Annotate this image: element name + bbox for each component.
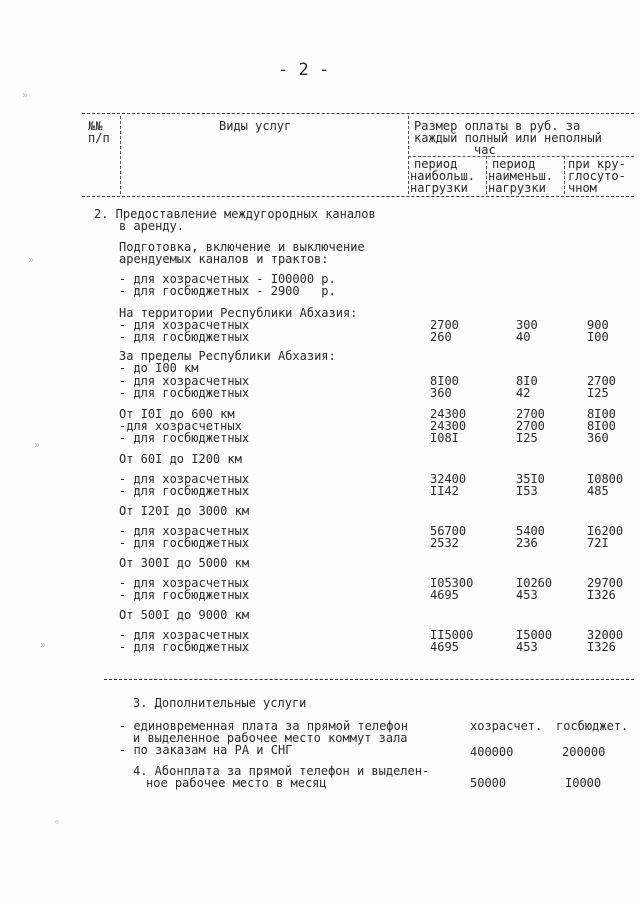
header-top-rule xyxy=(82,113,634,114)
rate-row-peak: II42 xyxy=(430,484,459,498)
header-sub-peak-3: нагрузки xyxy=(410,181,468,195)
header-sub-round-1: при кру- xyxy=(568,157,626,171)
rate-row-label: От I0I до 600 км xyxy=(119,407,235,421)
rate-row-round: 72I xyxy=(587,536,609,550)
rate-row-round: 2700 xyxy=(587,374,616,388)
rate-row-peak: 360 xyxy=(430,386,452,400)
header-sub-round-3: чном xyxy=(568,181,597,195)
rate-row-peak: 4695 xyxy=(430,588,459,602)
rate-row-label: От I20I до 3000 км xyxy=(119,504,250,518)
header-col-rate-3: час xyxy=(474,143,496,157)
section2-beyond: За пределы Республики Абхазия: xyxy=(119,349,336,363)
rate-row-low: I25 xyxy=(516,431,538,445)
section2-title-1: 2. Предоставление междугородных каналов xyxy=(94,207,376,221)
rate-row-label: - для госбюджетных xyxy=(119,536,250,550)
rate-row-label: - для хозрасчетных xyxy=(119,576,250,590)
section2-title-2: в аренду. xyxy=(119,219,185,233)
rate-row-peak: II5000 xyxy=(430,628,474,642)
header-sub-low-1: период xyxy=(492,157,536,171)
rate-row-label: От 300I до 5000 км xyxy=(119,556,250,570)
section3-one-time-1: - единовременная плата за прямой телефон xyxy=(119,719,408,733)
header-bottom-rule xyxy=(82,196,634,197)
rate-row-label: От 60I до I200 км xyxy=(119,452,242,466)
scan-speck: » xyxy=(22,90,29,101)
section3-one-time-2: и выделенное рабочее место коммут зала xyxy=(133,731,408,745)
header-sep-1 xyxy=(120,116,121,194)
rate-row-low: I5000 xyxy=(516,628,553,642)
rate-row-label: - для госбюджетных xyxy=(119,484,250,498)
rate-row-round: I25 xyxy=(587,386,609,400)
rate-row-peak: 8I00 xyxy=(430,374,459,388)
section3-one-time-budget: 200000 xyxy=(562,745,606,759)
section2-prep-budget: - для госбюджетных - 2900 р. xyxy=(119,284,336,298)
header-col-rate-1: Размер оплаты в руб. за xyxy=(414,119,581,133)
scan-speck: » xyxy=(28,255,35,266)
rate-row-round: 360 xyxy=(587,431,609,445)
header-col-rate-2: каждый полный или неполный xyxy=(414,131,602,145)
section2-prep-1: Подготовка, включение и выключение xyxy=(119,240,365,254)
header-col-num-2: п/п xyxy=(88,131,110,145)
rate-row-low: I0260 xyxy=(516,576,553,590)
section3-item4-2: ное рабочее место в месяц xyxy=(146,776,327,790)
rate-row-round: I326 xyxy=(587,588,616,602)
scan-speck: » xyxy=(40,640,47,651)
rate-row-label: - до I00 км xyxy=(119,361,199,375)
table-end-rule xyxy=(104,679,634,680)
section2-territory: На территории Республики Абхазия: xyxy=(119,306,358,320)
rate-row-round: 8I00 xyxy=(587,407,616,421)
rate-row-label: - для хозрасчетных xyxy=(119,628,250,642)
section2-prep-2: арендуемых каналов и трактов: xyxy=(119,252,329,266)
rate-row-label: - для госбюджетных xyxy=(119,640,250,654)
scan-speck: » xyxy=(34,440,41,451)
section3-one-time-self: 400000 xyxy=(470,745,514,759)
section3-one-time-3: - по заказам на РА и СНГ xyxy=(119,743,293,757)
header-sep-4 xyxy=(564,156,565,194)
rate-row-label: -для хозрасчетных xyxy=(119,419,242,433)
page-number: - 2 - xyxy=(278,60,330,80)
rate-row-peak: 2532 xyxy=(430,536,459,550)
rate-row-round: I00 xyxy=(587,330,609,344)
section3-title: 3. Дополнительные услуги xyxy=(133,696,307,710)
rate-row-low: 300 xyxy=(516,318,538,332)
rate-row-round: 485 xyxy=(587,484,609,498)
rate-row-label: - для госбюджетных xyxy=(119,386,250,400)
rate-row-label: - для госбюджетных xyxy=(119,330,250,344)
rate-row-peak: 56700 xyxy=(430,524,467,538)
header-sep-3 xyxy=(486,156,487,194)
header-col-services: Виды услуг xyxy=(219,119,292,133)
rate-row-label: - для госбюджетных xyxy=(119,588,250,602)
rate-row-low: 35I0 xyxy=(516,472,545,486)
rate-row-low: 453 xyxy=(516,640,538,654)
scan-speck: ° xyxy=(54,820,61,831)
header-sub-low-2: наименьш. xyxy=(488,169,554,183)
rate-row-label: - для хозрасчетных xyxy=(119,374,250,388)
rate-row-round: 8I00 xyxy=(587,419,616,433)
rate-row-label: - для хозрасчетных xyxy=(119,318,250,332)
header-sep-2 xyxy=(408,116,409,194)
rate-row-label: - для хозрасчетных xyxy=(119,524,250,538)
header-sub-peak-2: наибольш. xyxy=(410,169,476,183)
rate-row-peak: 24300 xyxy=(430,419,467,433)
rate-row-peak: 260 xyxy=(430,330,452,344)
header-col-num-1: №№ xyxy=(88,119,103,133)
rate-row-low: 42 xyxy=(516,386,531,400)
section2-prep-self: - для хозрасчетных - I00000 р. xyxy=(119,272,336,286)
rate-row-round: 900 xyxy=(587,318,609,332)
section3-col-self: хозрасчет. xyxy=(470,719,543,733)
rate-row-peak: 32400 xyxy=(430,472,467,486)
rate-row-round: 29700 xyxy=(587,576,624,590)
rate-row-low: 2700 xyxy=(516,419,545,433)
section3-col-budget: госбюджет. xyxy=(556,719,629,733)
header-sub-peak-1: период xyxy=(414,157,458,171)
section3-item4-budget: I0000 xyxy=(565,776,602,790)
rate-row-peak: I05300 xyxy=(430,576,474,590)
rate-row-low: 5400 xyxy=(516,524,545,538)
rate-row-low: 453 xyxy=(516,588,538,602)
rate-row-peak: 24300 xyxy=(430,407,467,421)
rate-row-peak: I08I xyxy=(430,431,459,445)
rate-row-round: I0800 xyxy=(587,472,624,486)
section3-item4-1: 4. Абонплата за прямой телефон и выделен- xyxy=(133,764,430,778)
rate-row-label: - для хозрасчетных xyxy=(119,472,250,486)
rate-row-low: I53 xyxy=(516,484,538,498)
header-sub-low-3: нагрузки xyxy=(488,181,546,195)
rate-row-low: 236 xyxy=(516,536,538,550)
rate-row-round: 32000 xyxy=(587,628,624,642)
rate-row-low: 2700 xyxy=(516,407,545,421)
rate-row-peak: 4695 xyxy=(430,640,459,654)
rate-row-low: 40 xyxy=(516,330,531,344)
rate-row-low: 8I0 xyxy=(516,374,538,388)
rate-row-label: От 500I до 9000 км xyxy=(119,608,250,622)
rate-row-peak: 2700 xyxy=(430,318,459,332)
section3-item4-self: 50000 xyxy=(470,776,507,790)
header-sub-round-2: глосуто- xyxy=(568,169,626,183)
rate-row-round: I6200 xyxy=(587,524,624,538)
rate-row-round: I326 xyxy=(587,640,616,654)
rate-row-label: - для госбюджетных xyxy=(119,431,250,445)
